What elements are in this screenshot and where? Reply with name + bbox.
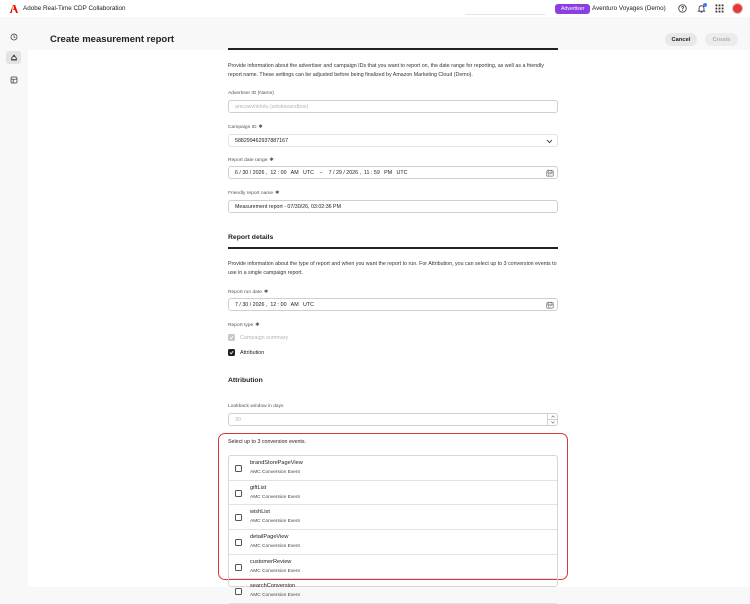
report-date-range-label: Report date range ✱ xyxy=(228,158,274,163)
advertiser-id-field: amcswvhkhdu (adobesandbox) xyxy=(228,100,558,113)
report-details-heading: Report details xyxy=(228,234,274,241)
advertiser-id-label: Advertiser ID (Name) xyxy=(228,91,274,96)
campaign-id-label: Campaign ID ✱ xyxy=(228,125,263,130)
report-run-date-picker[interactable]: 7 / 30 / 2026 , 12 : 00 AM UTC xyxy=(228,298,558,311)
cancel-button[interactable]: Cancel xyxy=(665,33,697,46)
report-details-description: Provide information about the type of report and when you want the report to run. For Attribution, you can select up to 3 conversion events to use in a single campaign report. xyxy=(228,261,557,277)
attribution-heading: Attribution xyxy=(228,377,263,384)
report-run-date-label: Report run date ✱ xyxy=(228,290,269,295)
report-type-campaign-summary: Campaign summary xyxy=(228,334,288,341)
help-icon[interactable] xyxy=(677,3,688,14)
notifications-icon[interactable] xyxy=(696,3,707,14)
list-item[interactable]: wishList AMC Conversion Event xyxy=(229,505,557,530)
event-checkbox[interactable] xyxy=(235,465,242,472)
number-stepper[interactable] xyxy=(547,414,557,425)
notification-badge xyxy=(703,3,707,7)
conversion-events-list xyxy=(228,455,558,599)
collaboration-icon[interactable] xyxy=(6,51,21,64)
org-switcher[interactable]: Aventuro Voyages (Demo) xyxy=(592,5,666,12)
report-type-label: Report type ✱ xyxy=(228,323,260,328)
event-checkbox[interactable] xyxy=(235,588,242,595)
checkbox-checked-disabled xyxy=(228,334,235,341)
user-avatar[interactable] xyxy=(732,3,743,14)
chevron-down-icon xyxy=(545,137,554,145)
calendar-icon[interactable] xyxy=(545,301,554,309)
left-rail xyxy=(0,17,28,587)
event-checkbox[interactable] xyxy=(235,564,242,571)
event-checkbox[interactable] xyxy=(235,490,242,497)
decrement-icon[interactable] xyxy=(548,420,557,425)
list-item[interactable]: detailPageView AMC Conversion Event xyxy=(229,530,557,555)
role-badge: Advertiser xyxy=(555,4,590,14)
friendly-report-name-label: Friendly report name ✱ xyxy=(228,191,280,196)
report-type-attribution[interactable]: Attribution xyxy=(228,349,264,356)
list-item[interactable]: giftList AMC Conversion Event xyxy=(229,481,557,506)
reports-icon[interactable] xyxy=(6,73,21,86)
history-icon[interactable] xyxy=(6,30,21,43)
report-date-range-picker[interactable]: 6 / 30 / 2026 , 12 : 00 AM UTC – 7 / 29 / 2026 , 11 : 59 PM UTC xyxy=(228,166,558,179)
event-checkbox[interactable] xyxy=(235,514,242,521)
app-title: Adobe Real-Time CDP Collaboration xyxy=(23,5,126,12)
section-divider xyxy=(228,48,558,50)
top-header xyxy=(0,0,750,17)
lookback-window-input[interactable]: 30 xyxy=(228,413,558,426)
search-bar[interactable] xyxy=(465,11,545,15)
page-title: Create measurement report xyxy=(50,34,175,45)
friendly-report-name-input[interactable]: Measurement report - 07/30/26, 03:02:36 PM xyxy=(228,200,558,213)
conversion-events-intro: Select up to 3 conversion events. xyxy=(228,439,307,445)
campaign-section-description: Provide information about the advertiser and campaign IDs that you want to report on, the date range for reporting, as well as a friendly report name. These settings can be adjusted before being finalized by Amazon Marketing Cloud (Demo). xyxy=(228,63,544,79)
event-checkbox[interactable] xyxy=(235,539,242,546)
apps-grid-icon[interactable] xyxy=(714,3,725,14)
list-item[interactable]: brandStorePageView AMC Conversion Event xyxy=(229,456,557,481)
create-button[interactable]: Create xyxy=(705,33,738,46)
campaign-id-select[interactable]: 588299462937887167 xyxy=(228,134,558,147)
calendar-icon[interactable] xyxy=(545,169,554,177)
section-divider xyxy=(228,247,558,249)
list-item[interactable]: searchConversion AMC Conversion Event xyxy=(229,579,557,604)
adobe-logo-icon[interactable] xyxy=(10,5,18,13)
lookback-window-label: Lookback window in days xyxy=(228,404,284,409)
list-item[interactable]: customerReview AMC Conversion Event xyxy=(229,555,557,580)
checkbox-checked[interactable] xyxy=(228,349,235,356)
